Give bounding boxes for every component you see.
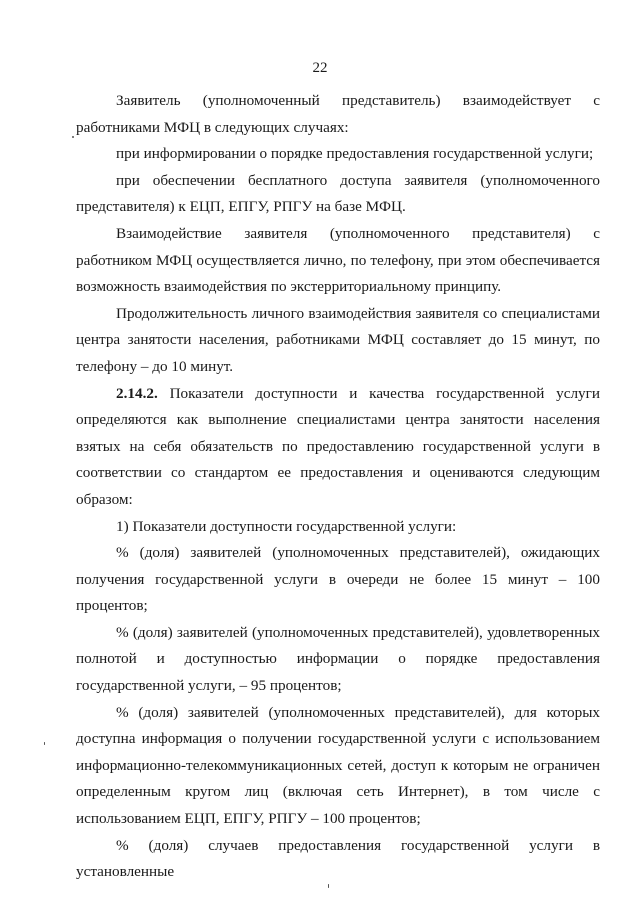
- paragraph-informing-case: при информировании о порядке предоставления государственной услуги;: [116, 145, 594, 163]
- paragraph-free-access-case: при обеспечении бесплатного доступа заявителя (уполномоченного представителя) к ЕЦП, ЕПГУ, РПГУ на базе МФЦ.: [76, 171, 600, 216]
- list-heading: 1) Показатели доступности государственной услуги:: [116, 517, 457, 535]
- indicator-online-info-access: % (доля) заявителей (уполномоченных представителей), для которых доступна информация о получении государственной услуги с использованием информационно-телекоммуникационных сетей, доступ к которым не ограничен определенным кругом лиц (включая сеть Интернет), в том числе с использованием ЕЦП, ЕПГУ, РПГУ – 100 процентов;: [76, 703, 600, 828]
- section-2-14-2: [76, 381, 600, 514]
- scan-speck: [328, 884, 329, 888]
- indicator-timely-provision: % (доля) случаев предоставления государственной услуги в установленные: [76, 836, 600, 881]
- page-number: 22: [312, 60, 328, 76]
- document-body: [76, 88, 600, 886]
- paragraph-interaction-methods: Взаимодействие заявителя (уполномоченного представителя) с работником МФЦ осуществляется лично, по телефону, при этом обеспечивается возможность взаимодействия по экстерриториальному принципу.: [76, 224, 600, 296]
- indicator-info-satisfaction: % (доля) заявителей (уполномоченных представителей), удовлетворенных полнотой и доступностью информации о порядке предоставления государственной услуги, – 95 процентов;: [76, 623, 600, 695]
- section-text: Показатели доступности и качества государственной услуги определяются как выполнение специалистами центра занятости населения взятых на себя обязательств по предоставлению государственной услуги в соответствии со стандартом ее предоставления и оцениваются следующим образом:: [76, 384, 600, 508]
- scan-speck: [44, 742, 45, 745]
- scan-speck: [72, 136, 74, 138]
- paragraph-interaction-duration: Продолжительность личного взаимодействия заявителя со специалистами центра занятости населения, работниками МФЦ составляет до 15 минут, по телефону – до 10 минут.: [76, 304, 600, 375]
- indicator-queue-wait: % (доля) заявителей (уполномоченных представителей), ожидающих получения государственной услуги в очереди не более 15 минут – 100 процентов;: [76, 544, 600, 615]
- paragraph-applicant-interaction: Заявитель (уполномоченный представитель) взаимодействует с работниками МФЦ в следующих случаях:: [76, 92, 600, 136]
- section-number: 2.14.2.: [116, 384, 158, 402]
